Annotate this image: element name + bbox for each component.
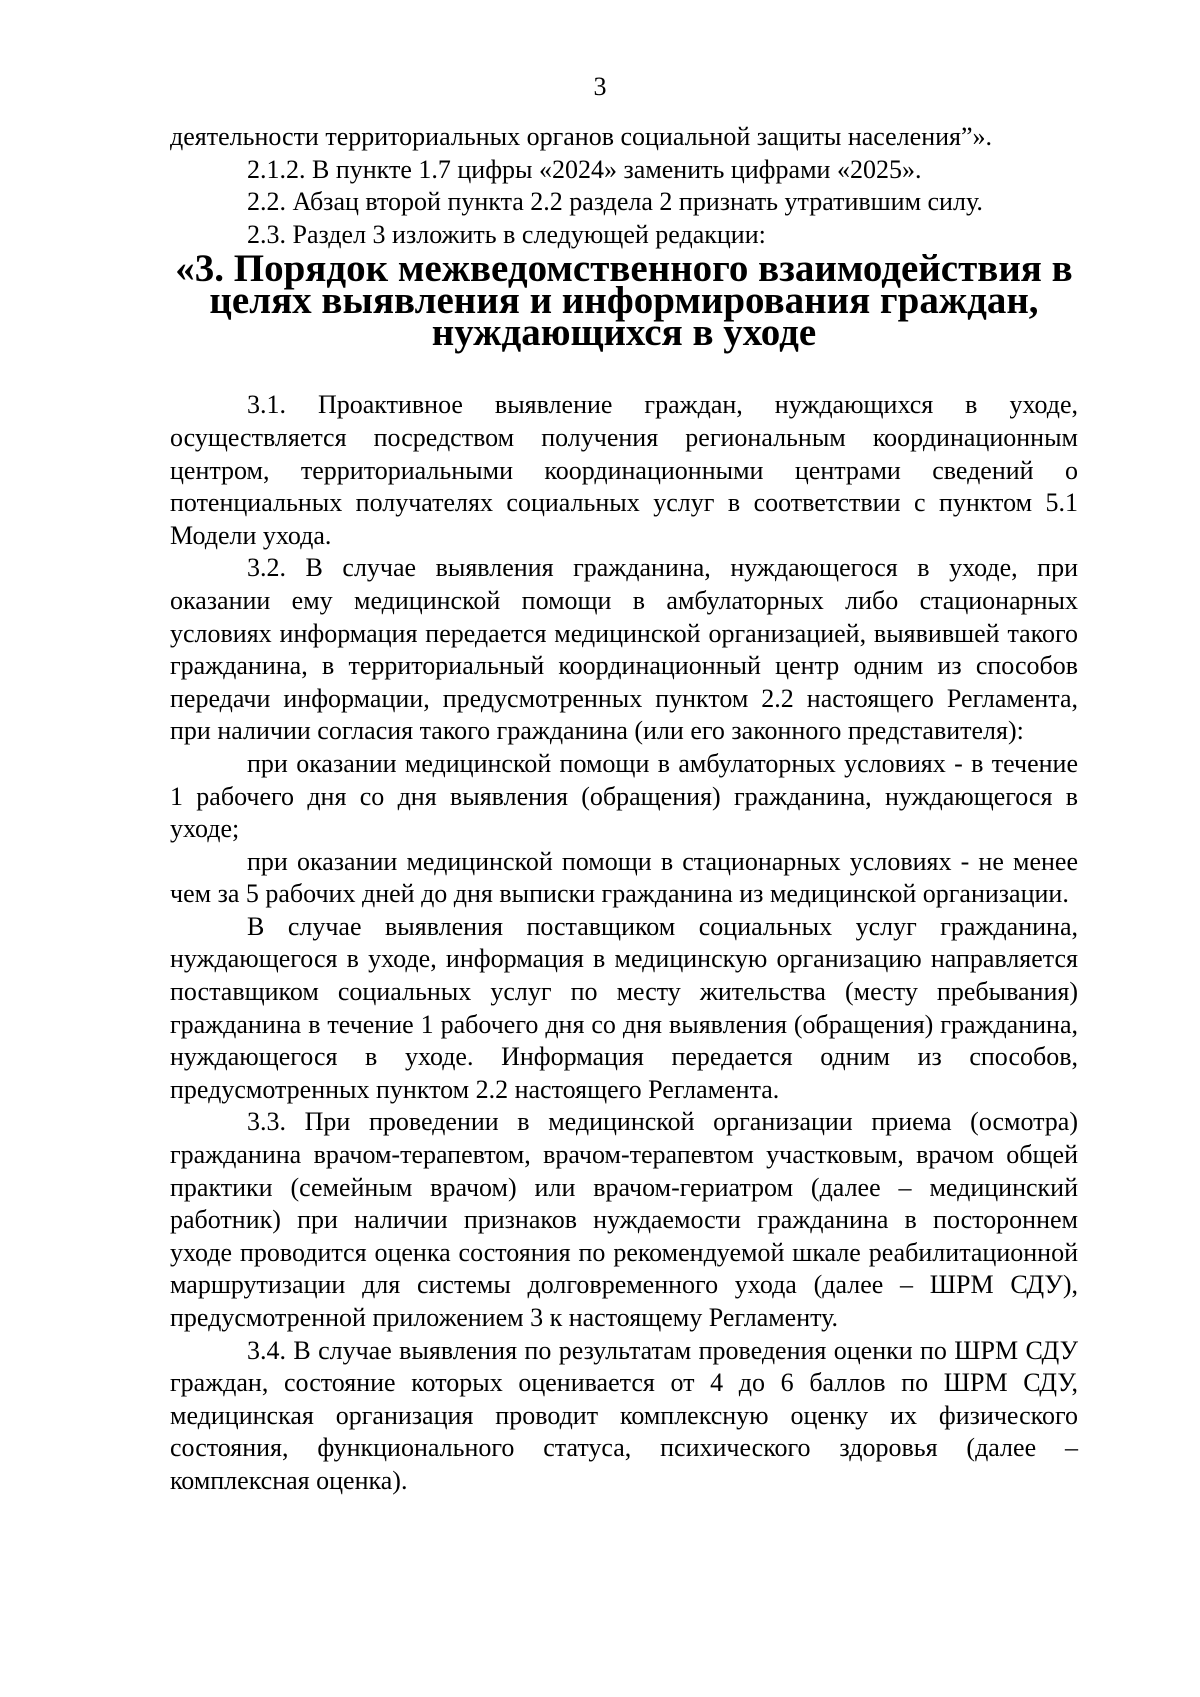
paragraph-2-3: 2.3. Раздел 3 изложить в следующей редакции: (247, 219, 766, 249)
paragraph-3-3: 3.3. При проведении в медицинской организации приема (осмотра) гражданина врачом-терапевтом, врачом-терапевтом участковым, врачом общей практики (семейным врачом) или врачом-гериатром (далее – медицинский работник) при наличии признаков нуждаемости гражданина в постороннем уходе проводится оценка состояния по рекомендуемой шкале реабилитационной маршрутизации для системы долговременного ухода (далее – ШРМ СДУ), предусмотренной приложением 3 к настоящему Регламенту. (170, 1107, 1078, 1332)
page-number: 3 (593, 72, 607, 101)
paragraph-3-2: 3.2. В случае выявления гражданина, нуждающегося в уходе, при оказании ему медицинской помощи в амбулаторных либо стационарных условиях информация передается медицинской организацией, выявившей такого гражданина, в территориальный координационный центр одним из способов передачи информации, предусмотренных пунктом 2.2 настоящего Регламента, при наличии согласия такого гражданина (или его законного представителя): (170, 553, 1078, 746)
section-heading: «3. Порядок межведомственного взаимодействия в целях выявления и информирования граждан, нуждающихся в уходе (175, 247, 1073, 355)
paragraph-2-2: 2.2. Абзац второй пункта 2.2 раздела 2 признать утратившим силу. (247, 187, 983, 217)
paragraph-inpatient: при оказании медицинской помощи в стационарных условиях - не менее чем за 5 рабочих дней до дня выписки гражданина из медицинской организации. (170, 846, 1078, 909)
paragraph-2-1-2: 2.1.2. В пункте 1.7 цифры «2024» заменить цифрами «2025». (247, 154, 922, 184)
paragraph-social-provider: В случае выявления поставщиком социальных услуг гражданина, нуждающегося в уходе, информация в медицинскую организацию направляется поставщиком социальных услуг по месту жительства (месту пребывания) гражданина в течение 1 рабочего дня со дня выявления (обращения) гражданина, нуждающегося в уходе. Информация передается одним из способов, предусмотренных пунктом 2.2 настоящего Регламента. (170, 911, 1078, 1104)
paragraph-3-4: 3.4. В случае выявления по результатам проведения оценки по ШРМ СДУ граждан, состояние которых оценивается от 4 до 6 баллов по ШРМ СДУ, медицинская организация проводит комплексную оценку их физического состояния, функционального статуса, психического здоровья (далее – комплексная оценка). (170, 1335, 1078, 1495)
document-body (170, 121, 1078, 1498)
paragraph-continuation: деятельности территориальных органов социальной защиты населения”». (170, 122, 993, 151)
paragraph-outpatient: при оказании медицинской помощи в амбулаторных условиях - в течение 1 рабочего дня со дня выявления (обращения) гражданина, нуждающегося в уходе; (170, 748, 1078, 844)
paragraph-3-1: 3.1. Проактивное выявление граждан, нуждающихся в уходе, осуществляется посредством получения региональным координационным центром, территориальными координационными центрами сведений о потенциальных получателях социальных услуг в соответствии с пунктом 5.1 Модели ухода. (170, 390, 1078, 550)
